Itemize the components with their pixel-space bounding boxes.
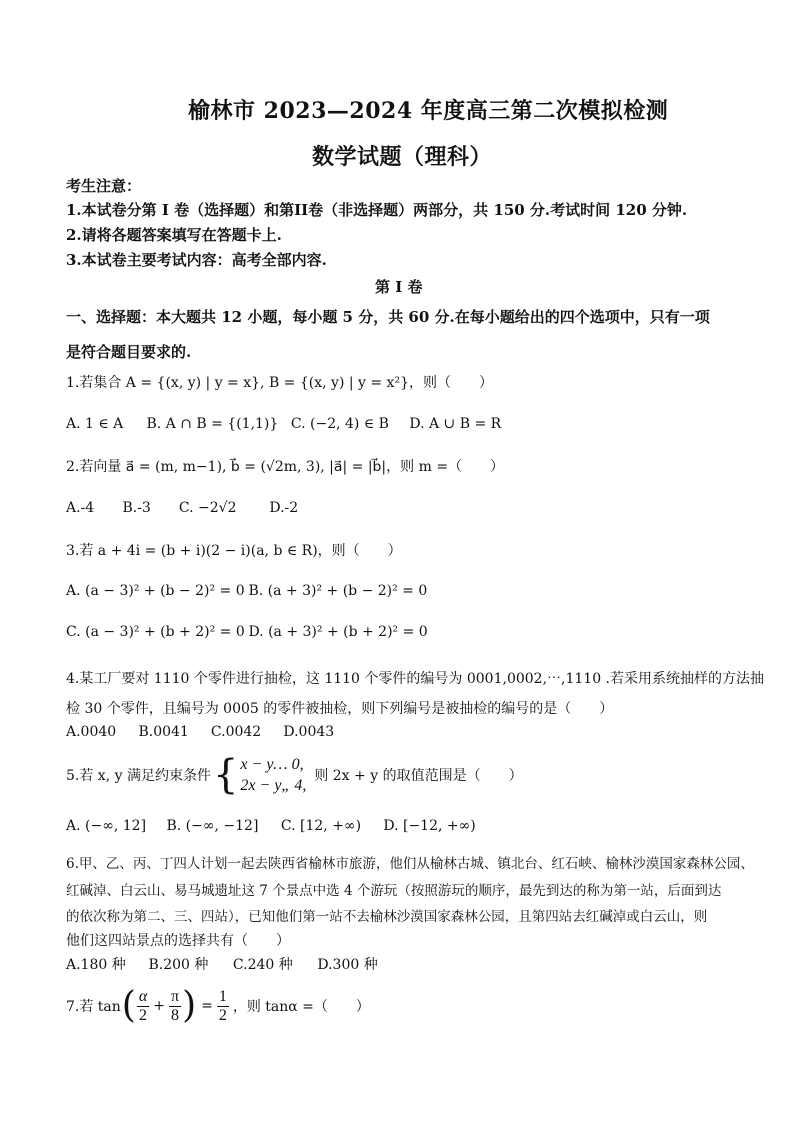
question-1-options	[66, 416, 501, 432]
q7-frac-a-num: α	[138, 987, 148, 1005]
q5-option-c: C. [12, +∞)	[280, 818, 362, 834]
q6-option-c: C.240 种	[232, 957, 293, 973]
question-7-stem	[66, 984, 370, 1028]
q5-constraint-1: x − y… 0,	[240, 756, 304, 773]
question-6-line3: 的依次称为第二、三、四站），已知他们第一站不去榆林沙漠国家森林公园，且第四站去红碱淖或白云山，则	[66, 909, 708, 925]
question-4-options	[66, 724, 334, 740]
section-intro-line2: 是符合题目要求的.	[66, 343, 192, 361]
q7-paren-open-icon: (	[121, 985, 136, 1026]
q6-option-b: B.200 种	[148, 957, 209, 973]
question-5-stem	[66, 752, 523, 798]
question-4-line2: 检 30 个零件，且编号为 0005 的零件被抽检，则下列编号是被抽检的编号的是（ ）	[66, 701, 614, 717]
q6-option-d: D.300 种	[317, 957, 378, 973]
q7-frac-b-num: π	[170, 987, 180, 1005]
question-6-line4: 他们这四站景点的选择共有（ ）	[66, 933, 290, 949]
q5-option-b: B. (−∞, −12]	[166, 818, 259, 834]
q7-fraction-half	[217, 988, 229, 1025]
document-subtitle: 数学试题（理科）	[312, 144, 493, 170]
q1-option-a: A. 1 ∈ A	[66, 416, 124, 432]
q7-frac-b-den: 8	[171, 1006, 180, 1024]
q7-plus: +	[153, 998, 165, 1014]
q1-option-c: C. (−2, 4) ∈ B	[290, 416, 389, 432]
question-6-options	[66, 954, 378, 974]
q2-option-a: A.-4	[66, 500, 95, 516]
notice-item-2: 2.请将各题答案填写在答题卡上.	[66, 226, 282, 244]
q7-paren-close-icon: )	[182, 985, 197, 1026]
question-2-options	[66, 500, 298, 516]
question-6-line1: 6.甲、乙、丙、丁四人计划一起去陕西省榆林市旅游，他们从榆林古城、镇北台、红石峡、榆林沙漠国家森林公园、	[66, 856, 754, 872]
q5-option-d: D. [−12, +∞)	[383, 818, 476, 834]
question-4-line1: 4.某工厂要对 1110 个零件进行抽检，这 1110 个零件的编号为 0001,0002,⋯,1110 .若采用系统抽样的方法抽	[66, 671, 765, 687]
q5-prefix: 5.若 x, y 满足约束条件	[66, 768, 211, 784]
q5-option-a: A. (−∞, 12]	[66, 818, 147, 834]
question-3-options-row2	[66, 624, 428, 640]
document-title: 榆林市 2023—2024 年度高三第二次模拟检测	[188, 98, 669, 124]
q4-option-d: D.0043	[283, 724, 335, 740]
section-intro-line1: 一、选择题：本大题共 12 小题，每小题 5 分，共 60 分.在每小题给出的四个选项中，只有一项	[66, 308, 710, 326]
q2-option-b: B.-3	[122, 500, 151, 516]
q7-prefix: 7.若 tan	[66, 999, 121, 1015]
q5-constraint-2: 2x − y„ 4,	[240, 777, 307, 794]
q1-option-b: B. A ∩ B = {(1,1)}	[146, 416, 279, 432]
q5-constraint-system	[240, 754, 306, 796]
question-3-options-row1	[66, 583, 427, 599]
notice-heading: 考生注意：	[66, 177, 142, 195]
notice-item-3: 3.本试卷主要考试内容：高考全部内容.	[66, 251, 327, 269]
q7-frac-c-den: 2	[218, 1006, 227, 1024]
q3-option-d: D. (a + 3)² + (b + 2)² = 0	[248, 624, 428, 640]
q5-suffix: 则 2x + y 的取值范围是（ ）	[314, 768, 523, 784]
q2-option-c: C. −2√2	[178, 500, 237, 516]
section-label: 第 I 卷	[375, 278, 423, 296]
q7-fraction-alpha	[137, 988, 149, 1025]
q4-option-a: A.0040	[66, 724, 117, 740]
q2-option-d: D.-2	[269, 500, 299, 516]
question-6-line2: 红碱淖、白云山、易马城遗址这 7 个景点中选 4 个游玩（按照游玩的顺序，最先到达的称为第一站，后面到达	[66, 883, 722, 899]
question-1-stem: 1.若集合 A = {(x, y) | y = x}, B = {(x, y) | y = x²}，则（ ）	[66, 375, 493, 391]
q4-option-b: B.0041	[138, 724, 189, 740]
q7-fraction-pi	[169, 988, 181, 1025]
q3-option-b: B. (a + 3)² + (b − 2)² = 0	[248, 583, 428, 599]
q7-equals: =	[201, 998, 213, 1014]
question-3-stem: 3.若 a + 4i = (b + i)(2 − i)(a, b ∈ R)，则（ ）	[66, 543, 402, 559]
q7-frac-c-num: 1	[218, 987, 227, 1005]
question-2-stem: 2.若向量 a⃗ = (m, m−1), b⃗ = (√2m, 3), |a⃗| = |b⃗|，则 m =（ ）	[66, 459, 505, 475]
q1-option-d: D. A ∪ B = R	[409, 416, 502, 432]
q5-brace-icon: {	[212, 752, 239, 798]
q6-option-a: A.180 种	[66, 957, 126, 973]
notice-item-1: 1.本试卷分第 I 卷（选择题）和第II卷（非选择题）两部分，共 150 分.考试时间 120 分钟.	[66, 201, 688, 219]
q4-option-c: C.0042	[210, 724, 262, 740]
q3-option-a: A. (a − 3)² + (b − 2)² = 0	[66, 583, 245, 599]
q7-frac-a-den: 2	[139, 1006, 148, 1024]
question-5-options	[66, 818, 476, 834]
q7-suffix: ，则 tanα =（ ）	[232, 999, 370, 1015]
q3-option-c: C. (a − 3)² + (b + 2)² = 0	[66, 624, 245, 640]
